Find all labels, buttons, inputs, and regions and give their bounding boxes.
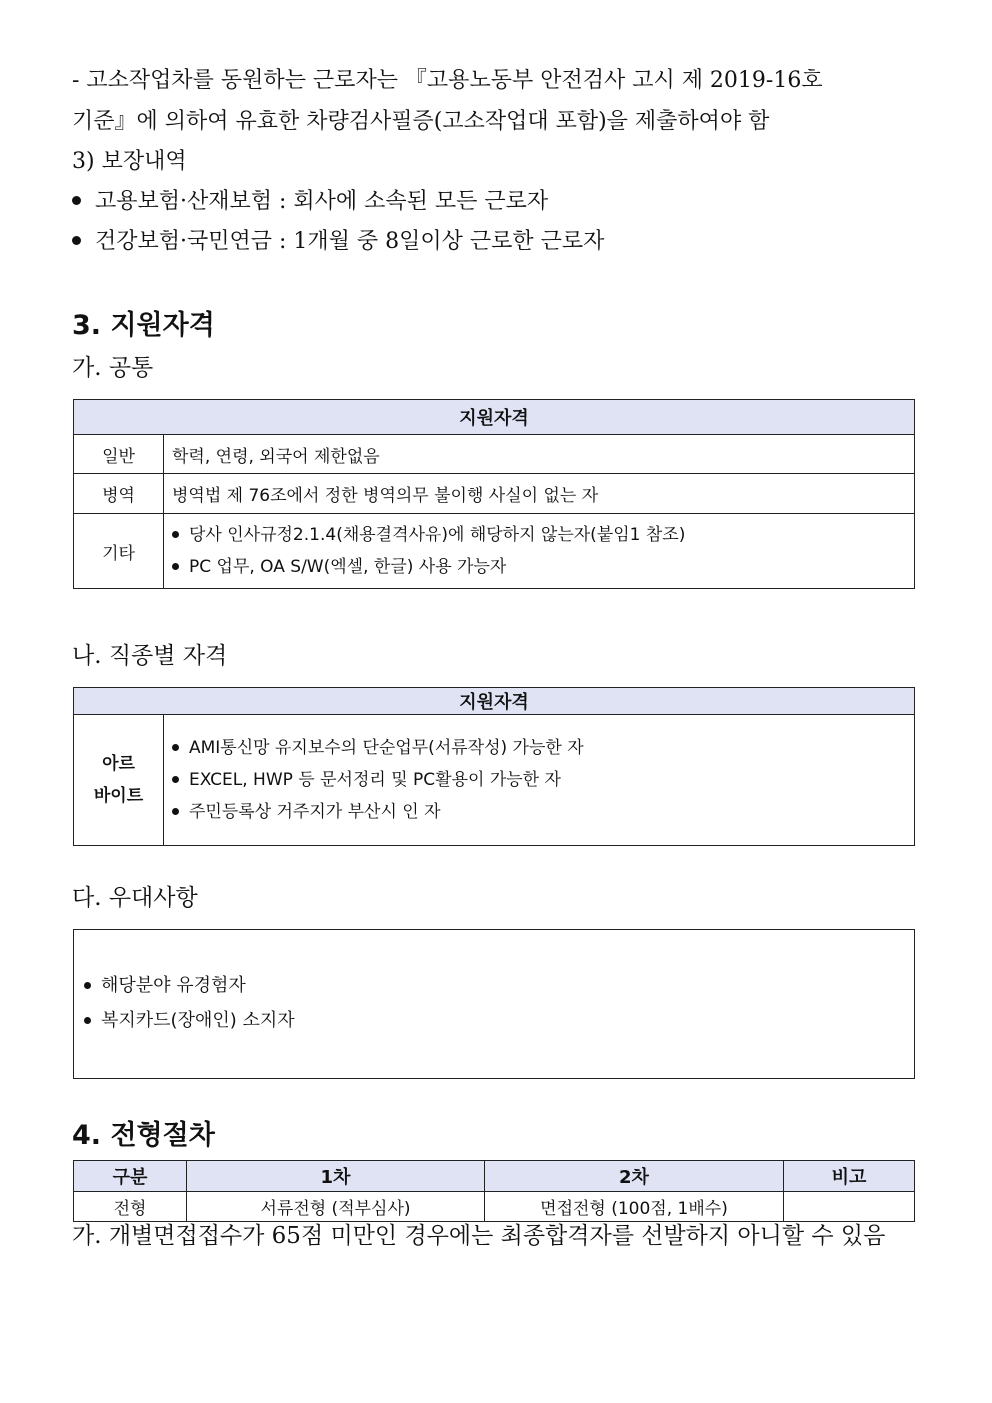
row-content: 학력, 연령, 외국어 제한없음 (164, 435, 915, 474)
intro-line-1: - 고소작업차를 동원하는 근로자는 『고용노동부 안전검사 고시 제 2019-16호 (72, 68, 823, 93)
bullet-dot-icon (172, 531, 179, 538)
list-item: 해당분야 유경험자 (84, 971, 246, 1001)
coverage-title: 3) 보장내역 (72, 149, 187, 174)
bullet-dot-icon (172, 808, 179, 815)
row-label: 기타 (74, 514, 164, 589)
table-row (74, 474, 915, 514)
job-title: 나. 직종별 자격 (72, 643, 228, 669)
bullet-dot-icon (172, 744, 179, 751)
table-header: 지원자격 (74, 400, 915, 435)
table-row (74, 514, 915, 589)
list-item: AMI통신망 유지보수의 단순업무(서류작성) 가능한 자 (172, 732, 914, 764)
common-qualification-table (73, 399, 915, 589)
bullet-dot-icon (84, 982, 91, 989)
table-header: 1차 (187, 1161, 485, 1192)
bullet-dot-icon (172, 776, 179, 783)
coverage-bullet-2: 건강보험·국민연금 : 1개월 중 8일이상 근로한 근로자 (72, 227, 604, 257)
list-item: EXCEL, HWP 등 문서정리 및 PC활용이 가능한 자 (172, 764, 914, 796)
row-label: 아르 바이트 (74, 715, 164, 846)
job-qualification-table (73, 687, 915, 846)
bullet-dot-icon (72, 236, 81, 245)
row-label: 일반 (74, 435, 164, 474)
section-4-title: 4. 전형절차 (72, 1120, 215, 1151)
coverage-bullet-1: 고용보험·산재보험 : 회사에 소속된 모든 근로자 (72, 187, 548, 217)
table-header: 비고 (784, 1161, 915, 1192)
row-content (164, 514, 915, 589)
preference-box (73, 929, 915, 1079)
bullet-dot-icon (72, 196, 81, 205)
list-item: PC 업무, OA S/W(엑셀, 한글) 사용 가능자 (172, 551, 914, 583)
table-row (74, 715, 915, 846)
preference-title: 다. 우대사항 (72, 885, 198, 911)
row-content (164, 715, 915, 846)
intro-line-2: 기준』에 의하여 유효한 차량검사필증(고소작업대 포함)을 제출하여야 함 (72, 109, 770, 134)
table-header: 2차 (485, 1161, 784, 1192)
row-content: 병역법 제 76조에서 정한 병역의무 불이행 사실이 없는 자 (164, 474, 915, 514)
table-cell: 전형 (74, 1192, 187, 1222)
list-item: 주민등록상 거주지가 부산시 인 자 (172, 796, 914, 828)
section-3-title: 3. 지원자격 (72, 310, 215, 341)
table-cell: 면접전형 (100점, 1배수) (485, 1192, 784, 1222)
bullet-dot-icon (172, 563, 179, 570)
selection-process-table (73, 1160, 915, 1222)
selection-note: 가. 개별면접접수가 65점 미만인 경우에는 최종합격자를 선발하지 아니할 수 있음 (72, 1223, 886, 1249)
list-item: 복지카드(장애인) 소지자 (84, 1006, 295, 1036)
table-row (74, 435, 915, 474)
table-header: 지원자격 (74, 688, 915, 715)
bullet-dot-icon (84, 1017, 91, 1024)
table-header: 구분 (74, 1161, 187, 1192)
list-item: 당사 인사규정2.1.4(채용결격사유)에 해당하지 않는자(붙임1 참조) (172, 519, 914, 551)
row-label: 병역 (74, 474, 164, 514)
table-cell: 서류전형 (적부심사) (187, 1192, 485, 1222)
common-title: 가. 공통 (72, 355, 154, 381)
